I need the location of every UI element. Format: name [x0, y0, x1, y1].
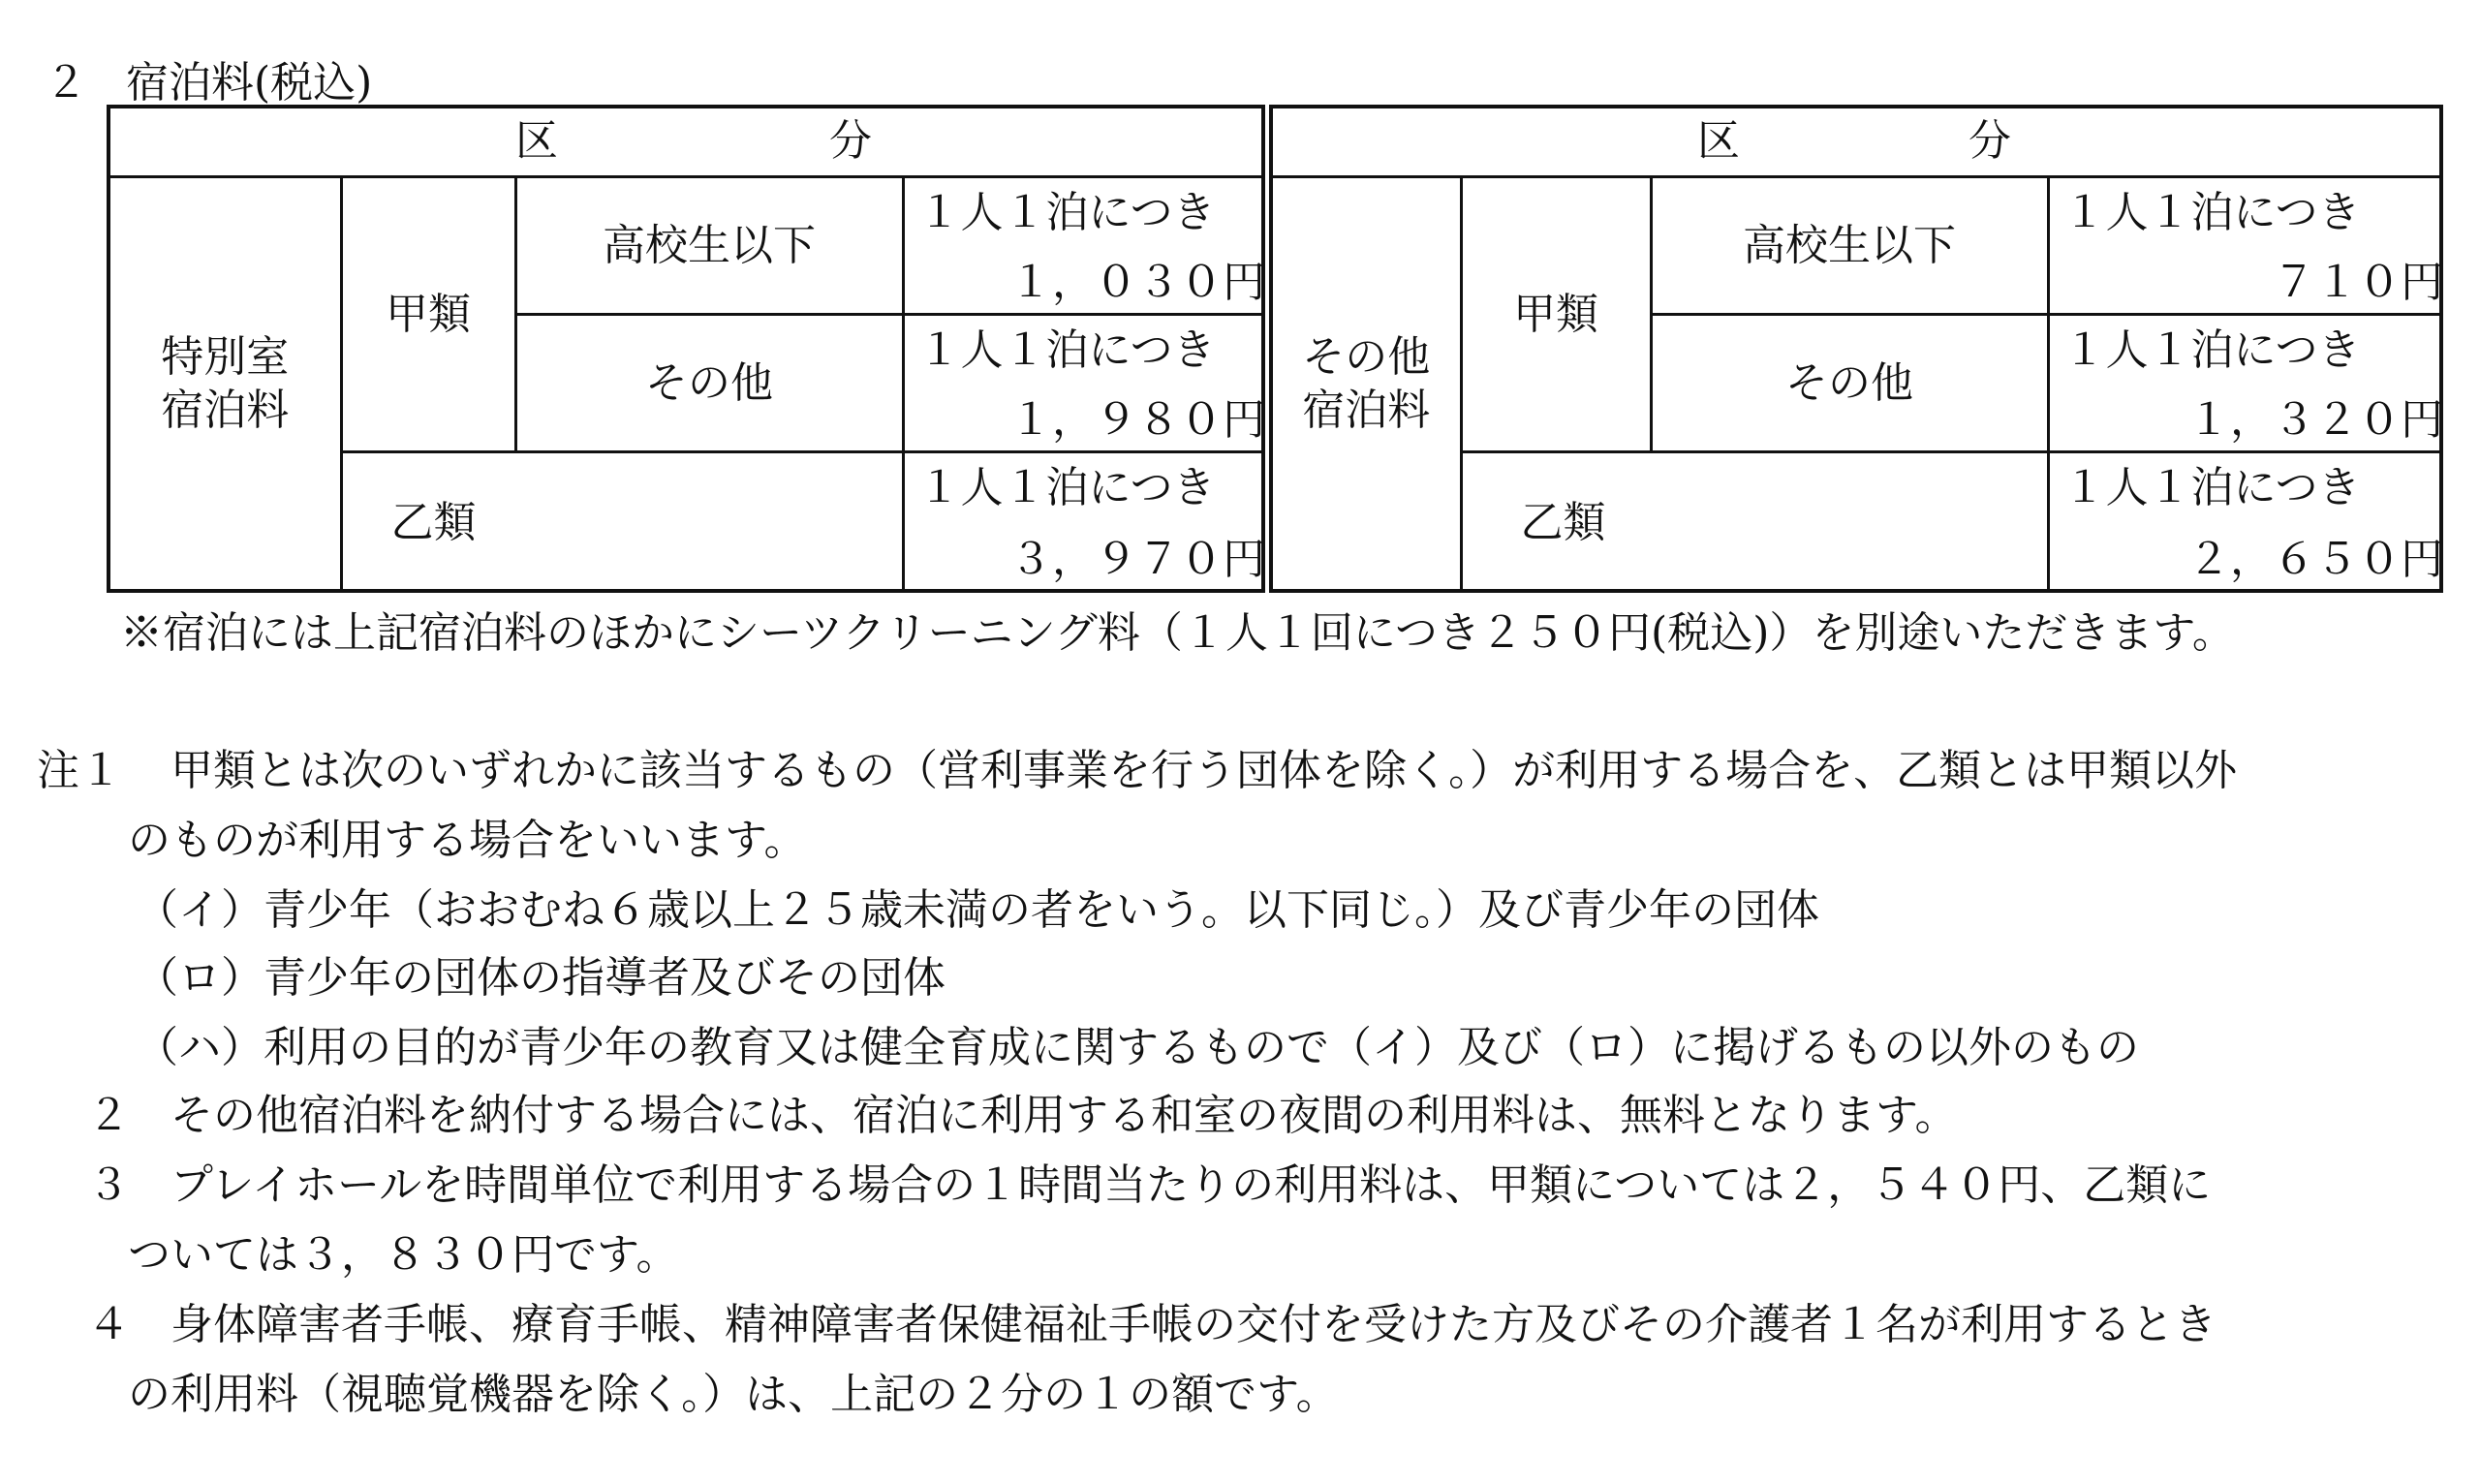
note4-num: ４: [87, 1300, 130, 1349]
table-header: [108, 107, 1263, 176]
table-header: [1271, 107, 2441, 176]
note3-num: ３: [87, 1160, 130, 1210]
header-ku: 区: [515, 116, 558, 166]
price-cell: １人１泊につき １，０３０円: [903, 176, 1263, 314]
note1-text-cont: のものが利用する場合をいいます。: [128, 816, 807, 865]
group-label: その他 宿泊料: [1271, 176, 1461, 591]
row-label: 高校生以下: [515, 176, 903, 314]
kou-label: 甲類: [341, 176, 515, 451]
group-label: 特別室 宿泊料: [108, 176, 341, 591]
section-title: 宿泊料(税込): [126, 58, 373, 108]
note2-text: その他宿泊料を納付する場合には、宿泊に利用する和室の夜間の利用料は、無料となります。: [170, 1091, 1958, 1140]
price-cell: １人１泊につき ２，６５０円: [2048, 451, 2441, 591]
note4-text-cont: の利用料（視聴覚機器を除く。）は、上記の２分の１の額です。: [128, 1370, 1339, 1419]
note1-head: 注１: [37, 746, 122, 795]
note2-num: ２: [87, 1091, 130, 1140]
row-label: その他: [515, 314, 903, 451]
price-cell: １人１泊につき １，９８０円: [903, 314, 1263, 451]
note1-item-ha: （ハ）利用の目的が青少年の教育又は健全育成に関するもので（イ）及び（ロ）に掲げるもの以外のもの: [136, 1023, 2139, 1072]
section-number: ２: [45, 58, 87, 108]
note1-text: 甲類とは次のいずれかに該当するもの（営利事業を行う団体を除く。）が利用する場合を、乙類とは甲類以外: [170, 746, 2238, 795]
price-table-right: [1269, 105, 2443, 593]
sheet-cleaning-note: ※宿泊には上記宿泊料のほかにシーツクリーニング料（１人１回につき２５０円(税込)）を別途いただきます。: [120, 608, 2235, 658]
price-cell: １人１泊につき １，３２０円: [2048, 314, 2441, 451]
note3-text-cont: ついては３，８３０円です。: [128, 1230, 679, 1280]
header-ku: 区: [1697, 116, 1740, 166]
note3-text: プレイホールを時間単位で利用する場合の１時間当たりの利用料は、甲類については２，５４０円、乙類に: [170, 1160, 2212, 1210]
row-label: 高校生以下: [1651, 176, 2048, 314]
otsu-label: 乙類: [341, 451, 903, 591]
row-label: その他: [1651, 314, 2048, 451]
price-cell: １人１泊につき ７１０円: [2048, 176, 2441, 314]
header-bun: 分: [829, 116, 872, 166]
kou-label: 甲類: [1461, 176, 1651, 451]
price-cell: １人１泊につき ３，９７０円: [903, 451, 1263, 591]
note4-text: 身体障害者手帳、療育手帳、精神障害者保健福祉手帳の交付を受けた方及びその介護者１名が利用するとき: [170, 1300, 2216, 1349]
price-table-left: [107, 105, 1265, 593]
header-bun: 分: [1968, 116, 2011, 166]
note1-item-i: （イ）青少年（おおむね６歳以上２５歳未満の者をいう。以下同じ。）及び青少年の団体: [136, 885, 1819, 935]
otsu-label: 乙類: [1461, 451, 2048, 591]
note1-item-ro: （ロ）青少年の団体の指導者及びその団体: [136, 953, 946, 1003]
